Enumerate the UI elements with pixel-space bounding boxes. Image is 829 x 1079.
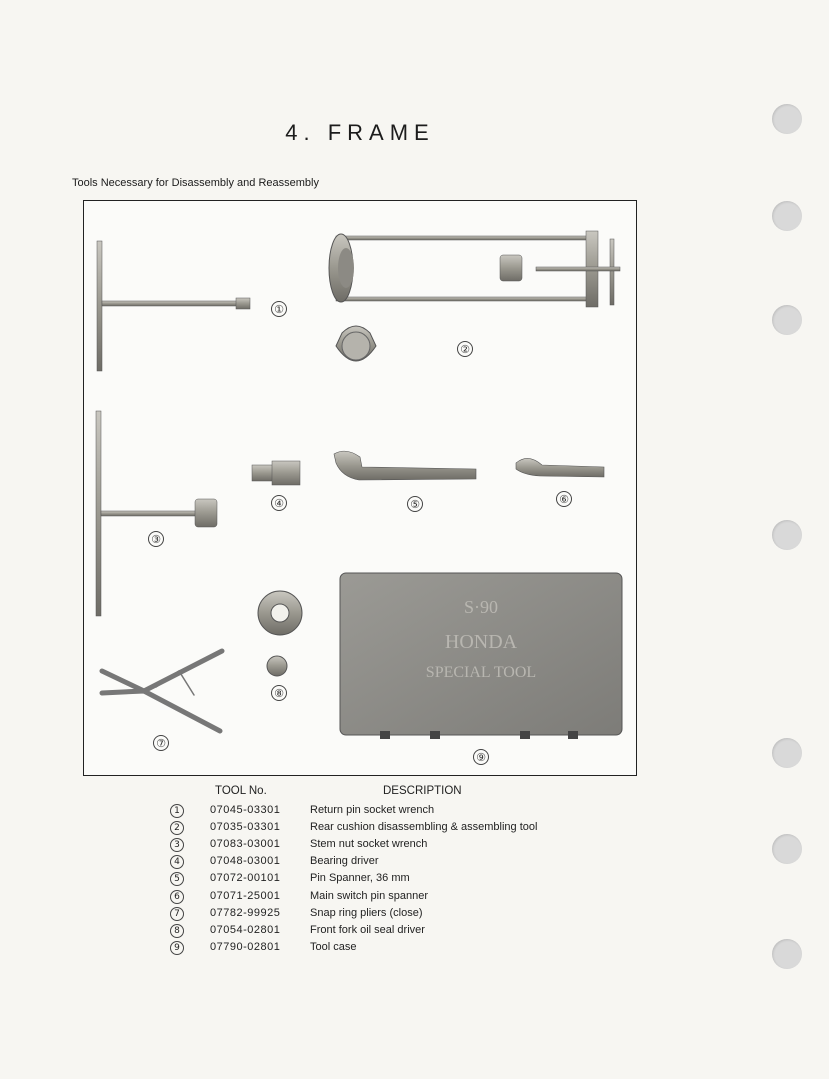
tool-number: 07054-02801 [210,923,281,936]
snap-ring-pliers [102,651,222,731]
callout-5: ⑤ [407,496,423,512]
tool-description: Tool case [310,940,357,953]
case-label-text: SPECIAL TOOL [425,664,537,681]
tool-description: Snap ring pliers (close) [310,906,423,919]
punch-hole [772,305,802,335]
tool-description: Bearing driver [310,855,379,868]
tool-description: Pin Spanner, 36 mm [310,872,410,885]
tool-description: Front fork oil seal driver [310,923,425,936]
tool-number: 07083-03001 [210,838,281,851]
rear-cushion-tool [329,231,620,361]
tool-number: 07072-00101 [210,872,281,885]
punch-hole [772,520,802,550]
callout-7: ⑦ [153,735,169,751]
tool-number: 07045-03301 [210,804,281,816]
callout-9: ⑨ [473,749,489,765]
row-number: 8 [170,924,184,938]
callout-4: ④ [271,495,287,511]
tool-no-header: TOOL No. [215,785,267,797]
row-number: 3 [170,838,184,852]
case-brand-text: HONDA [444,631,518,653]
callout-3: ③ [148,531,164,547]
tool-number: 07035-03301 [210,821,281,834]
row-number: 5 [170,872,184,886]
punch-hole [772,738,802,768]
row-number: 7 [170,907,184,921]
main-switch-pin-spanner [516,458,604,477]
row-number: 1 [170,804,184,818]
bearing-driver [252,461,300,485]
punch-hole [772,834,802,864]
tool-number: 07071-25001 [210,889,281,902]
return-pin-socket-wrench [97,241,250,371]
page-title: 4. FRAME [285,120,435,145]
row-number: 9 [170,941,184,955]
stem-nut-socket-wrench [96,411,217,616]
tools-figure [83,200,637,776]
callout-1: ① [271,301,287,317]
callout-2: ② [457,341,473,357]
tool-number: 07790-02801 [210,940,281,953]
front-fork-oil-seal-driver [258,591,302,676]
callout-6: ⑥ [556,491,572,507]
tools-illustration [84,201,638,777]
case-model-text: S·90 [463,597,499,617]
punch-hole [772,104,802,134]
tool-description: Rear cushion disassembling & assembling tool [310,821,538,834]
page-subtitle: Tools Necessary for Disassembly and Reassembly [72,177,319,189]
callout-8: ⑧ [271,685,287,701]
tool-description: Return pin socket wrench [310,804,435,816]
row-number: 4 [170,855,184,869]
tool-description: Main switch pin spanner [310,889,429,902]
description-header: DESCRIPTION [383,785,462,797]
tool-case [340,573,622,739]
tool-number: 07048-03001 [210,855,281,868]
punch-hole [772,201,802,231]
tool-description: Stem nut socket wrench [310,838,428,851]
row-number: 2 [170,821,184,835]
pin-spanner [334,451,476,480]
tool-number: 07782-99925 [210,906,281,919]
punch-hole [772,939,802,969]
row-number: 6 [170,890,184,904]
